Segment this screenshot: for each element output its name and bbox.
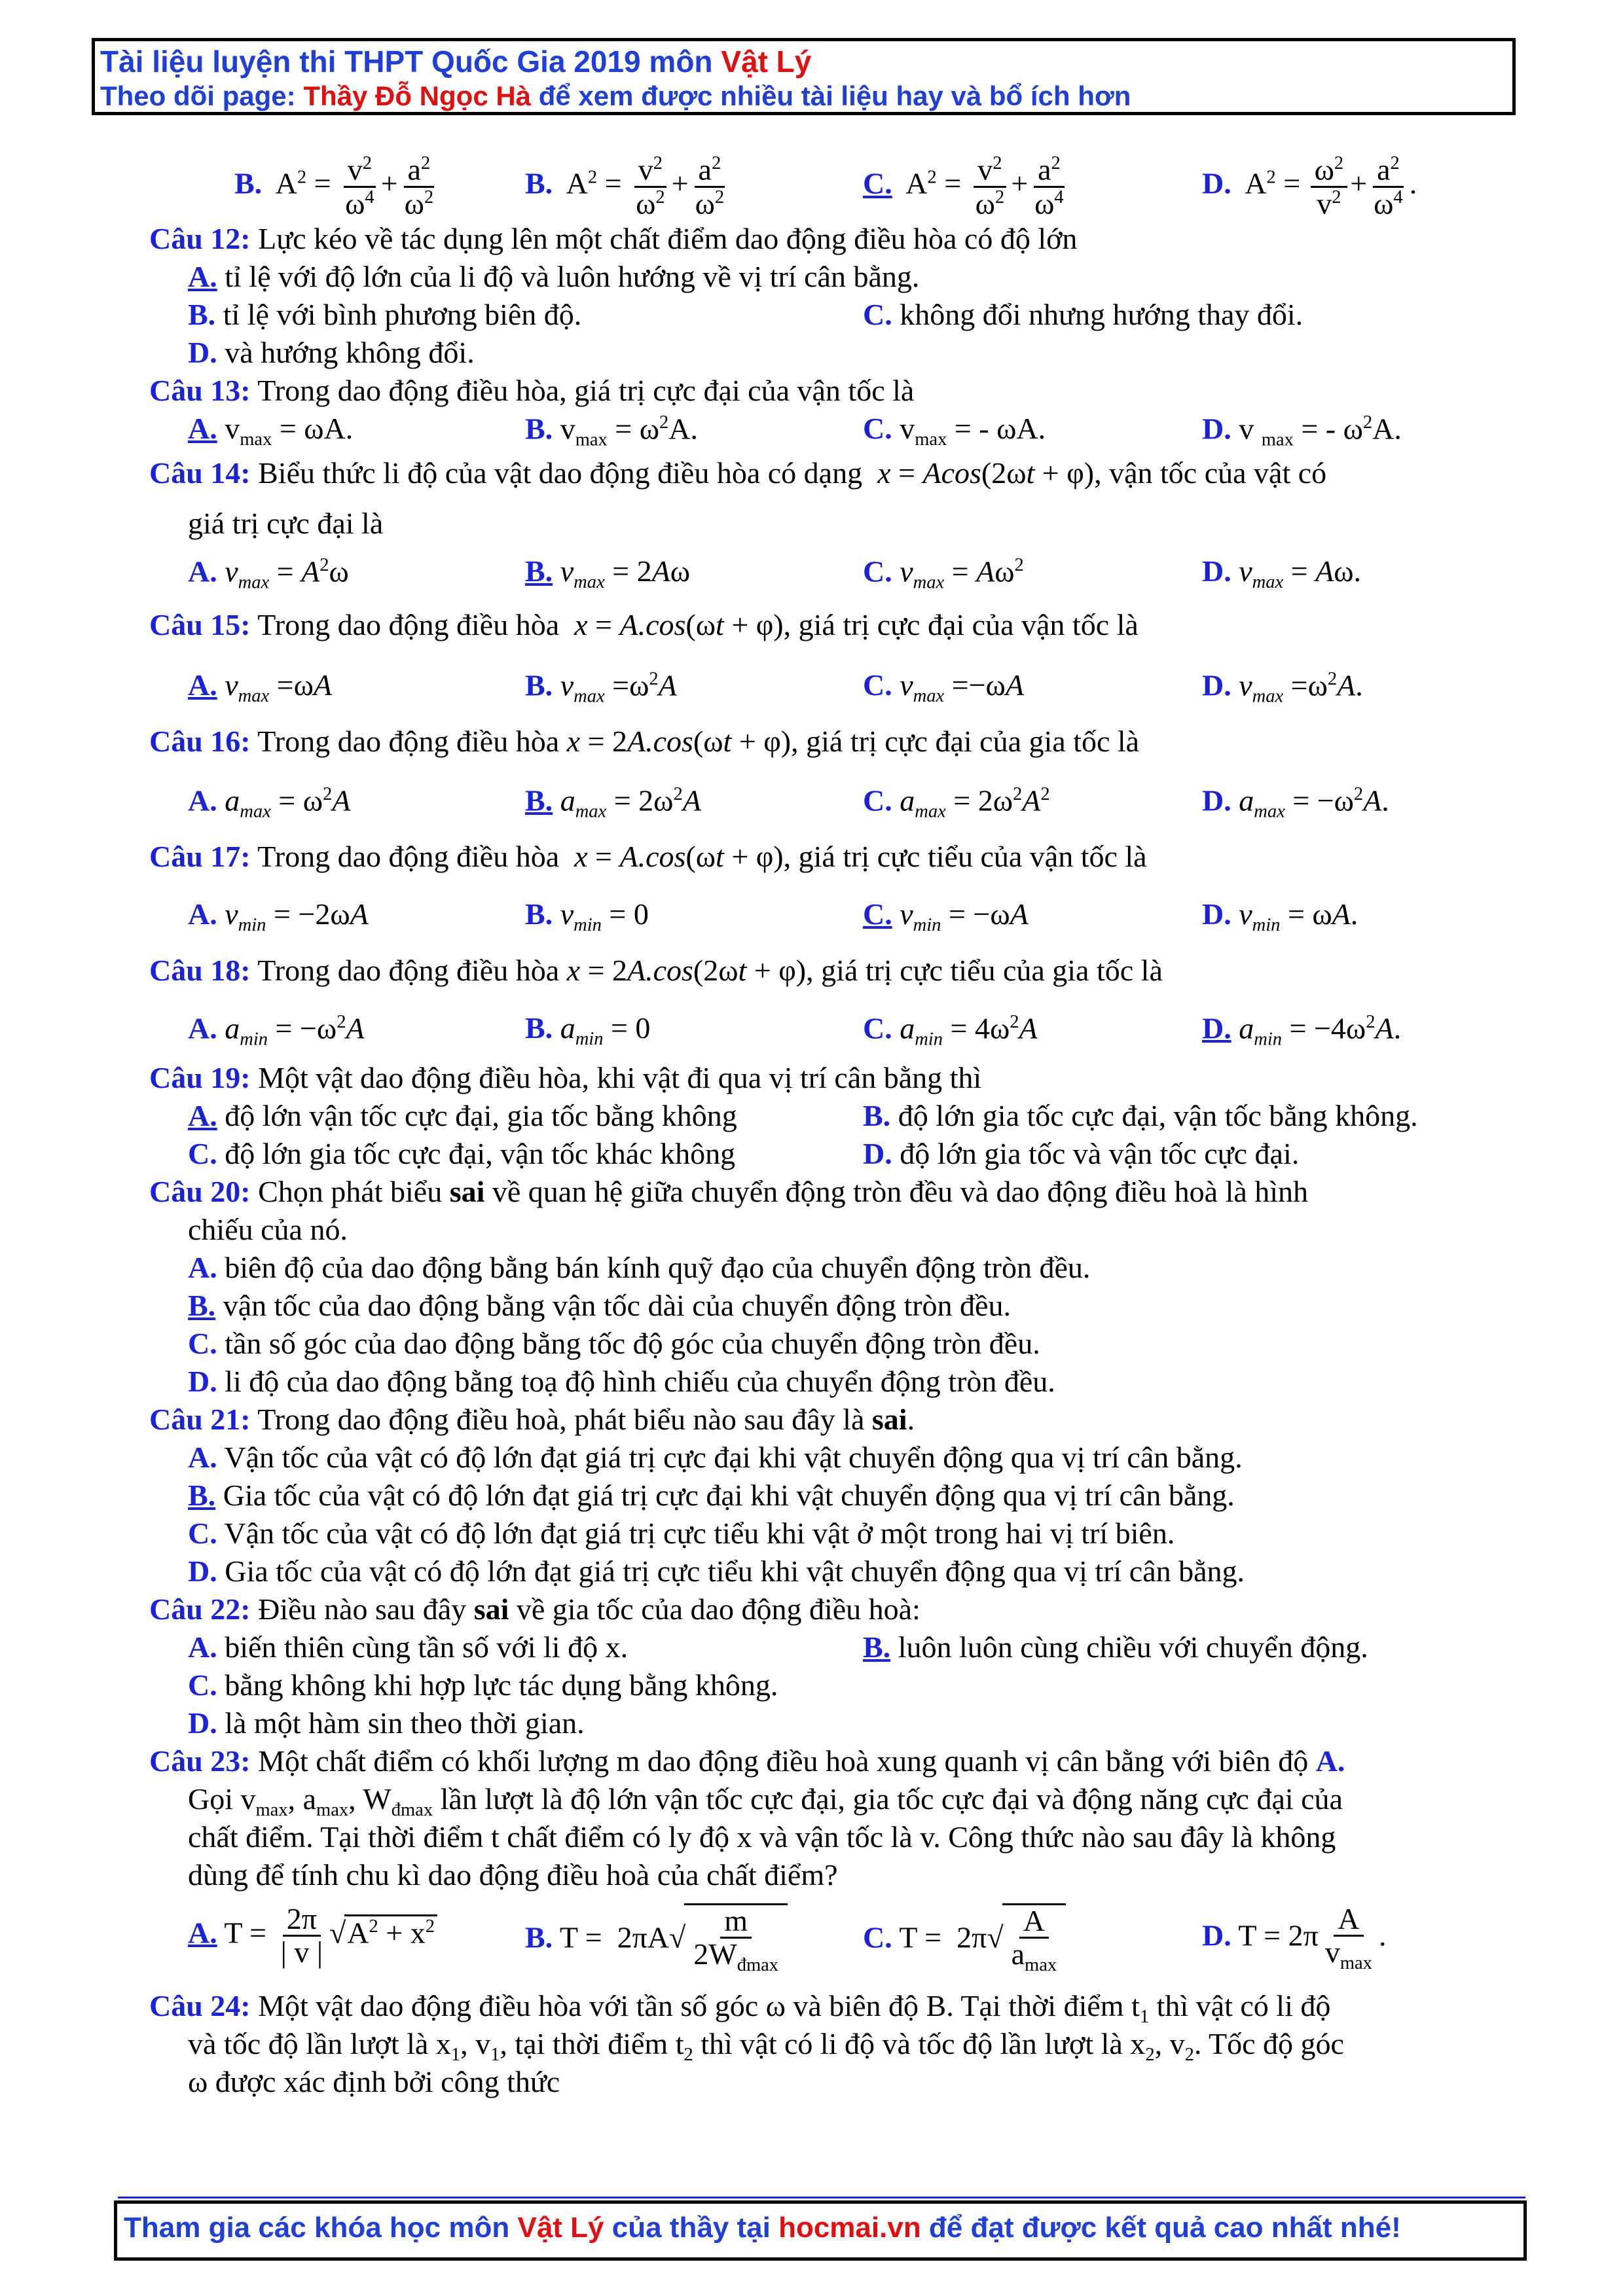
q20-c: C. tần số góc của dao động bằng tốc độ góc của chuyển động tròn đều.: [188, 1327, 1040, 1360]
q11-option-c: C. $A^2$ = $\frac{v^2}{\omega^2}$ + $\frac{a^2}{\omega^4}$: [863, 152, 1064, 220]
q13-c: C. $v_{max}$ = - ωA.: [863, 412, 1046, 450]
q15-a: A. $v_{max} =\omega A$: [188, 668, 333, 707]
q13-d: D. v $_{max}$ = - $\omega^2A$.: [1202, 412, 1402, 450]
footer-rule: [118, 2197, 1525, 2198]
footer-text: Tham gia các khóa học môn Vật Lý của thầy tại hocmai.vn để đạt được kết quả cao nhất nhé!: [124, 2212, 1401, 2244]
q20-b: B. vận tốc của dao động bằng vận tốc dài của chuyển động tròn đều.: [188, 1289, 1011, 1322]
q17-a: A. $v_{min} = -2\omega A$: [188, 897, 369, 936]
q21-c: C. Vận tốc của vật có độ lớn đạt giá trị cực tiểu khi vật ở một trong hai vị trí biên.: [188, 1516, 1175, 1550]
q12-b: B. tỉ lệ với bình phương biên độ.: [188, 298, 582, 331]
q21-b: B. Gia tốc của vật có độ lớn đạt giá trị cực đại khi vật chuyển động qua vị trí cân bằng.: [188, 1479, 1235, 1512]
q19-b: B. độ lớn gia tốc cực đại, vận tốc bằng không.: [863, 1099, 1418, 1132]
q16-d: D. $a_{max} = -\omega^2A$.: [1202, 783, 1389, 822]
q19-a: A. độ lớn vận tốc cực đại, gia tốc bằng không: [188, 1099, 737, 1132]
q20-d: D. li độ của dao động bằng toạ độ hình chiếu của chuyển động tròn đều.: [188, 1365, 1055, 1398]
q22-b: B. luôn luôn cùng chiều với chuyển động.: [863, 1630, 1368, 1664]
q12-stem: Câu 12: Lực kéo về tác dụng lên một chất điểm dao động điều hòa có độ lớn: [149, 222, 1078, 255]
q21-d: D. Gia tốc của vật có độ lớn đạt giá trị cực tiểu khi vật chuyển động qua vị trí cân bằng.: [188, 1554, 1245, 1588]
q21-stem: Câu 21: Trong dao động điều hoà, phát biểu nào sau đây là sai.: [149, 1403, 915, 1436]
q18-c: C. $a_{min} = 4\omega^2A$: [863, 1011, 1038, 1050]
q23-c: C. T = 2π√ $\frac{A}{a_{max}}$: [863, 1903, 1066, 1975]
q24-stem-3: ω được xác định bởi công thức: [188, 2065, 560, 2098]
q23-stem-4: dùng để tính chu kì dao động điều hoà của chất điểm?: [188, 1858, 838, 1892]
q23-stem-3: chất điểm. Tại thời điểm t chất điểm có ly độ x và vận tốc là v. Công thức nào sau đây là không: [188, 1820, 1336, 1854]
q15-c: C. $v_{max} =-\omega A$: [863, 668, 1024, 707]
q23-b: B. T = 2πA√ $\frac{m}{2W_{đmax}}$: [525, 1903, 788, 1975]
q17-c: C. $v_{min} = -\omega A$: [863, 897, 1029, 936]
q11-option-d: D. $A^2$ = $\frac{\omega^2}{v^2}$ + $\frac{a^2}{\omega^4}$ .: [1202, 152, 1417, 220]
q12-a: A. tỉ lệ với độ lớn của li độ và luôn hướng về vị trí cân bằng.: [188, 260, 920, 293]
q22-c: C. bằng không khi hợp lực tác dụng bằng không.: [188, 1668, 778, 1702]
q19-d: D. độ lớn gia tốc và vận tốc cực đại.: [863, 1137, 1300, 1170]
q15-b: B. $v_{max} =\omega^2A$: [525, 668, 677, 707]
q13-a: A. $v_{max} = \omega A$.: [188, 412, 354, 450]
q11-option-b: B. $A^2$ = $\frac{v^2}{\omega^2}$ + $\frac{a^2}{\omega^2}$: [525, 152, 725, 220]
q15-d: D. $v_{max} =\omega^2A$.: [1202, 668, 1363, 707]
q23-a: A. T = $\frac{2\pi}{| v |}$ $√A^2 + x^2$: [188, 1903, 437, 1969]
q21-a: A. Vận tốc của vật có độ lớn đạt giá trị cực đại khi vật chuyển động qua vị trí cân bằng.: [188, 1441, 1243, 1474]
q22-a: A. biến thiên cùng tần số với li độ x.: [188, 1630, 629, 1664]
q17-d: D. $v_{min} = \omega A$.: [1202, 897, 1359, 936]
q12-d: D. và hướng không đổi.: [188, 336, 475, 369]
q19-stem: Câu 19: Một vật dao động điều hòa, khi vật đi qua vị trí cân bằng thì: [149, 1061, 982, 1094]
q14-b: B. $v_{max} = 2A\omega$: [525, 554, 690, 593]
q24-stem-2: và tốc độ lần lượt là $x_1$, $v_1$, tại thời điểm $t_2$ thì vật có li độ và tốc độ lần lượt là $x_2$, $v_2$. Tốc độ góc: [188, 2027, 1344, 2066]
q22-stem: Câu 22: Điều nào sau đây sai về gia tốc của dao động điều hoà:: [149, 1592, 921, 1626]
header-line-2: Theo dõi page: Thầy Đỗ Ngọc Hà để xem được nhiều tài liệu hay và bổ ích hơn: [100, 81, 1131, 111]
q15-stem: Câu 15: Trong dao động điều hòa x = A.cos(ωt + φ), giá trị cực đại của vận tốc là: [149, 608, 1139, 641]
q23-stem-2: Gọi $v_{max}$, $a_{max}$, $W_{đmax}$ lần lượt là độ lớn vận tốc cực đại, gia tốc cực đại và động năng cực đại của: [188, 1782, 1343, 1821]
q18-b: B. $a_{min} = 0$: [525, 1011, 651, 1050]
q18-d: D. $a_{min} = -4\omega^2A$.: [1202, 1011, 1402, 1050]
q23-stem: Câu 23: Một chất điểm có khối lượng m dao động điều hoà xung quanh vị cân bằng với biên độ A.: [149, 1744, 1345, 1778]
q16-b: B. $a_{max} = 2\omega^2A$: [525, 783, 701, 822]
q24-stem: Câu 24: Một vật dao động điều hòa với tần số góc ω và biên độ B. Tại thời điểm $t_1$ thì vật có li độ: [149, 1989, 1331, 2028]
q11-option-a: B. $A^2$ = $\frac{v^2}{\omega^4}$ + $\frac{a^2}{\omega^2}$: [234, 152, 434, 220]
q19-c: C. độ lớn gia tốc cực đại, vận tốc khác không: [188, 1137, 736, 1170]
q14-stem: Câu 14: Biểu thức li độ của vật dao động điều hòa có dạng x = Acos(2ωt + φ), vận tốc của vật có: [149, 456, 1327, 490]
q18-a: A. $a_{min} = -\omega^2A$: [188, 1011, 365, 1050]
q20-stem-2: chiếu của nó.: [188, 1213, 348, 1246]
header-line-1: Tài liệu luyện thi THPT Quốc Gia 2019 môn Vật Lý: [100, 45, 812, 79]
q18-stem: Câu 18: Trong dao động điều hòa x = 2A.cos(2ωt + φ), giá trị cực tiểu của gia tốc là: [149, 954, 1163, 987]
q17-b: B. $v_{min} = 0$: [525, 897, 649, 936]
footer-box: [114, 2200, 1527, 2261]
q14-d: D. $v_{max} = A\omega$.: [1202, 554, 1362, 593]
q23-d: D. T = 2π $\frac{A}{v_{max}}$ .: [1202, 1902, 1387, 1974]
q20-stem: Câu 20: Chọn phát biểu sai về quan hệ giữa chuyển động tròn đều và dao động điều hoà là hình: [149, 1175, 1309, 1208]
q17-stem: Câu 17: Trong dao động điều hòa x = A.cos(ωt + φ), giá trị cực tiểu của vận tốc là: [149, 840, 1147, 873]
q13-b: B. $v_{max} = \omega^2A$.: [525, 412, 699, 450]
q12-c: C. không đổi nhưng hướng thay đổi.: [863, 298, 1304, 331]
q14-a: A. $v_{max} = A^2\omega$: [188, 554, 349, 593]
q16-a: A. $a_{max} = \omega^2A$: [188, 783, 351, 822]
q16-stem: Câu 16: Trong dao động điều hòa x = 2A.cos(ωt + φ), giá trị cực đại của gia tốc là: [149, 725, 1140, 758]
q13-stem: Câu 13: Trong dao động điều hòa, giá trị cực đại của vận tốc là: [149, 374, 915, 407]
q14-stem-2: giá trị cực đại là: [188, 507, 384, 540]
q22-d: D. là một hàm sin theo thời gian.: [188, 1706, 585, 1740]
q14-c: C. $v_{max} = A\omega^2$: [863, 554, 1024, 593]
q20-a: A. biên độ của dao động bằng bán kính quỹ đạo của chuyển động tròn đều.: [188, 1251, 1091, 1284]
q16-c: C. $a_{max} = 2\omega^2A^2$: [863, 783, 1050, 822]
